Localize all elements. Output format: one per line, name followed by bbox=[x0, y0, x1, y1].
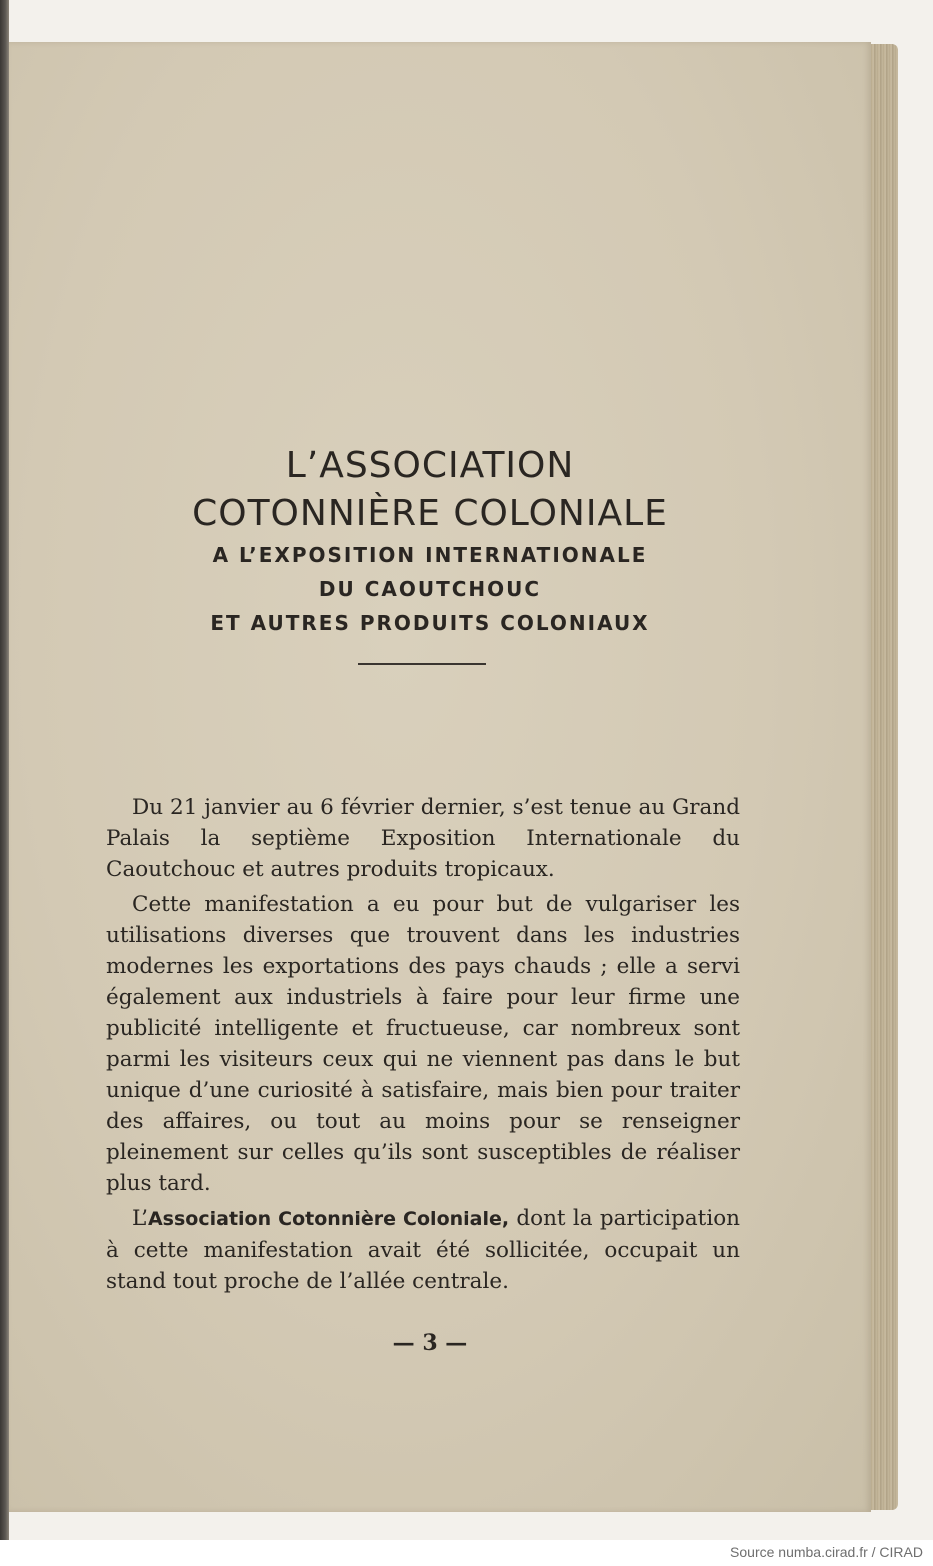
paragraph-3-rest: dont la participation à cette manifestation avait été sollicitée, occupait un stand tout proche de l’allée centrale. bbox=[106, 1206, 740, 1294]
title-block bbox=[9, 440, 851, 640]
book-binding bbox=[0, 0, 9, 1540]
paragraph-1: Du 21 janvier au 6 février dernier, s’est tenue au Grand Palais la septième Exposition Internationale du Caoutchouc et autres produits tropicaux. bbox=[106, 795, 740, 882]
body-text bbox=[106, 792, 740, 1301]
source-credit: Source numba.cirad.fr / CIRAD bbox=[730, 1544, 923, 1560]
title-line-2: COTONNIÈRE COLONIALE bbox=[192, 493, 668, 534]
organization-name: Association Cotonnière Coloniale, bbox=[147, 1208, 510, 1230]
page-number: — 3 — bbox=[392, 1330, 468, 1356]
title-divider bbox=[358, 663, 486, 665]
paragraph-2: Cette manifestation a eu pour but de vulgariser les utilisations diverses que trouvent dans les industries modernes les exportations des pays chauds ; elle a servi également aux industriels à faire pour leur firme une publicité intelligente et fructueuse, car nombreux sont parmi les visiteurs ceux qui ne viennent pas dans le but unique d’une curiosité à satisfaire, mais bien pour traiter des affaires, ou tout au moins pour se renseigner pleinement sur celles qu’ils sont susceptibles de réaliser plus tard. bbox=[106, 892, 740, 1196]
subtitle-line-2: DU CAOUTCHOUC bbox=[318, 577, 542, 601]
subtitle-line-3: ET AUTRES PRODUITS COLONIAUX bbox=[210, 611, 650, 635]
subtitle-line-1: A L’EXPOSITION INTERNATIONALE bbox=[212, 543, 648, 567]
title-line-1: L’ASSOCIATION bbox=[285, 445, 575, 486]
paragraph-3 bbox=[106, 1203, 740, 1297]
paragraph-3-prefix: L’ bbox=[132, 1206, 148, 1231]
